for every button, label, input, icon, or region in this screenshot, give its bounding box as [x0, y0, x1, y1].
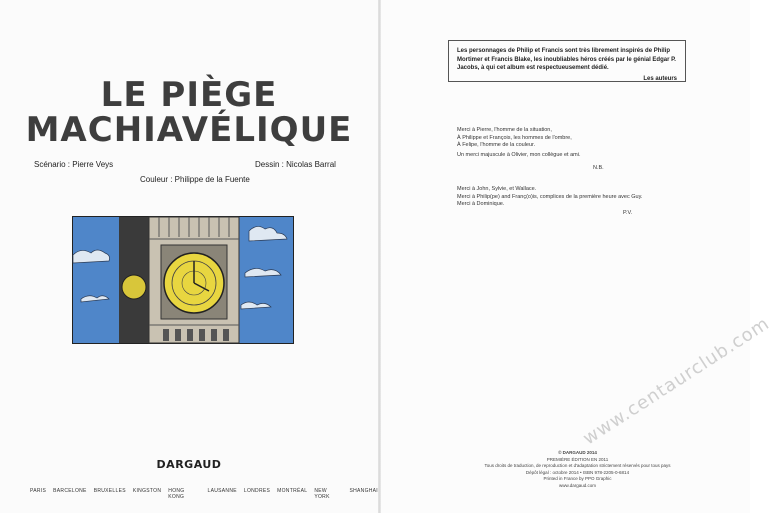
- city: BRUXELLES: [93, 488, 126, 494]
- nb-signature: N.B.: [593, 165, 604, 171]
- website-link: www.dargaud.com: [558, 482, 597, 488]
- dedication-notice: [448, 40, 686, 82]
- big-ben-drawing: [73, 217, 293, 343]
- thanks-line: À Philippe et François, les hommes de l'ombre,: [457, 134, 572, 141]
- city: MONTRÉAL: [277, 488, 308, 494]
- cities-list: [30, 488, 378, 500]
- title-line-1: LE PIÈGE: [100, 75, 278, 115]
- copyright-line: Dépôt légal : octobre 2014 • ISBN 978-2205-0-6814: [525, 469, 630, 475]
- city: NEW YORK: [314, 488, 330, 500]
- notice-text: Les personnages de Philip et Francis sont très librement inspirés de Philip Mortimer et Francis Blake, les inoubliables héros créés par le génial Edgar P. Jacobs, à qui cet album est respectueusement dédié.: [457, 48, 676, 71]
- thanks-line: À Felipe, l'homme de la couleur.: [457, 142, 536, 148]
- left-page: [0, 0, 378, 513]
- thanks-line: Merci à Philip(pe) and Franç(o)is, complices de la première heure avec Guy.: [457, 193, 643, 200]
- city: PARIS: [30, 488, 47, 494]
- thanks-line: Merci à Pierre, l'homme de la situation,: [457, 127, 552, 133]
- thanks-line: Merci à John, Sylvie, et Wallace.: [457, 186, 537, 192]
- thanks-line: Un merci majuscule à Olivier, mon collègue et ami.: [457, 152, 581, 158]
- big-ben-illustration: [72, 216, 294, 344]
- city: KINGSTON: [132, 488, 162, 494]
- copyright-line: © DARGAUD 2014: [558, 450, 597, 455]
- thanks-line: Merci à Dominique.: [457, 201, 505, 207]
- couleur-credit: Couleur : Philippe de la Fuente: [140, 175, 250, 184]
- copyright-line: Tous droits de traduction, de reproduction et d'adaptation strictement réservés pour tous pays: [484, 463, 671, 468]
- scenario-credit: Scénario : Pierre Veys: [34, 160, 114, 169]
- thanks-pv-block: [457, 186, 642, 209]
- city: BARCELONE: [53, 488, 87, 494]
- copyright-line: PREMIÈRE ÉDITION EN 2011: [546, 456, 609, 462]
- copyright-line: Printed in France by PPO Graphic: [543, 476, 612, 481]
- publisher-logo: DARGAUD: [156, 458, 222, 471]
- pv-signature: P.V.: [623, 210, 633, 216]
- notice-signature: Les auteurs: [643, 75, 677, 82]
- thanks-nb-block: [457, 127, 572, 150]
- watermark: www.centaurclub.com: [579, 312, 774, 450]
- city: HONG KONG: [168, 488, 185, 500]
- copyright-block: [455, 450, 700, 489]
- city: SHANGHAI: [349, 488, 378, 494]
- city: LONDRES: [243, 488, 271, 494]
- title-line-2: MACHIAVÉLIQUE: [25, 110, 353, 150]
- city: LAUSANNE: [207, 488, 237, 494]
- dessin-credit: Dessin : Nicolas Barral: [255, 160, 336, 169]
